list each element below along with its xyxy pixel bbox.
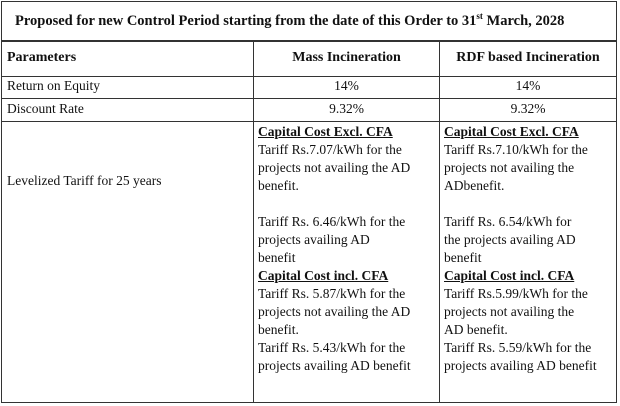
rdf-excl-line1: Tariff Rs.7.10/kWh for the [444, 142, 588, 157]
tariff-label: Levelized Tariff for 25 years [7, 173, 162, 188]
header-rdf-incineration: RDF based Incineration [456, 50, 600, 65]
rdf-excl-line2: projects not availing the [444, 160, 575, 175]
header-parameters: Parameters [7, 50, 77, 65]
table-title: Proposed for new Control Period starting from the date of this Order to 31st March, 2028 [15, 11, 565, 29]
rdf-incl-heading: Capital Cost incl. CFA [444, 268, 575, 283]
rdf-excl-heading: Capital Cost Excl. CFA [444, 124, 579, 139]
mass-excl-line5: projects availing AD [258, 232, 370, 247]
rule-discount [2, 121, 616, 122]
rdf-incl-line1: Tariff Rs.5.99/kWh for the [444, 286, 588, 301]
mass-excl-heading: Capital Cost Excl. CFA [258, 124, 393, 139]
mass-excl-line1: Tariff Rs.7.07/kWh for the [258, 142, 402, 157]
mass-incl-line3: benefit. [258, 322, 299, 337]
mass-incl-line5: projects availing AD benefit [258, 358, 411, 373]
mass-incl-line1: Tariff Rs. 5.87/kWh for the [258, 286, 406, 301]
mass-excl-line3: benefit. [258, 178, 299, 193]
mass-excl-line2: projects not availing the AD [258, 160, 411, 175]
rdf-incl-line5: projects availing AD benefit [444, 358, 597, 373]
rdf-excl-line5: the projects availing AD [444, 232, 576, 247]
rdf-incl-line3: AD benefit. [444, 322, 508, 337]
header-mass-incineration: Mass Incineration [292, 50, 401, 65]
roe-rdf: 14% [515, 78, 541, 93]
mass-incl-line2: projects not availing the AD [258, 304, 411, 319]
mass-excl-line4: Tariff Rs. 6.46/kWh for the [258, 214, 406, 229]
rdf-incl-line4: Tariff Rs. 5.59/kWh for the [444, 340, 592, 355]
rule-roe [2, 98, 616, 99]
tariff-mass-excl [258, 123, 411, 375]
roe-mass: 14% [334, 78, 359, 93]
rule-title [2, 40, 616, 42]
mass-incl-line4: Tariff Rs. 5.43/kWh for the [258, 340, 406, 355]
rdf-excl-line4: Tariff Rs. 6.54/kWh for [444, 214, 572, 229]
discount-rdf: 9.32% [510, 101, 546, 116]
rdf-excl-line3: ADbenefit. [444, 178, 505, 193]
mass-excl-line6: benefit [258, 250, 296, 265]
rule-header [2, 76, 616, 77]
rdf-incl-line2: projects not availing the [444, 304, 575, 319]
rdf-excl-line6: benefit [444, 250, 482, 265]
tariff-table [1, 1, 617, 403]
discount-label: Discount Rate [7, 101, 84, 116]
roe-label: Return on Equity [7, 78, 100, 93]
mass-incl-heading: Capital Cost incl. CFA [258, 268, 389, 283]
discount-mass: 9.32% [329, 101, 364, 116]
col-divider-2 [439, 42, 440, 402]
col-divider-1 [253, 42, 254, 402]
tariff-rdf-excl [444, 123, 597, 375]
